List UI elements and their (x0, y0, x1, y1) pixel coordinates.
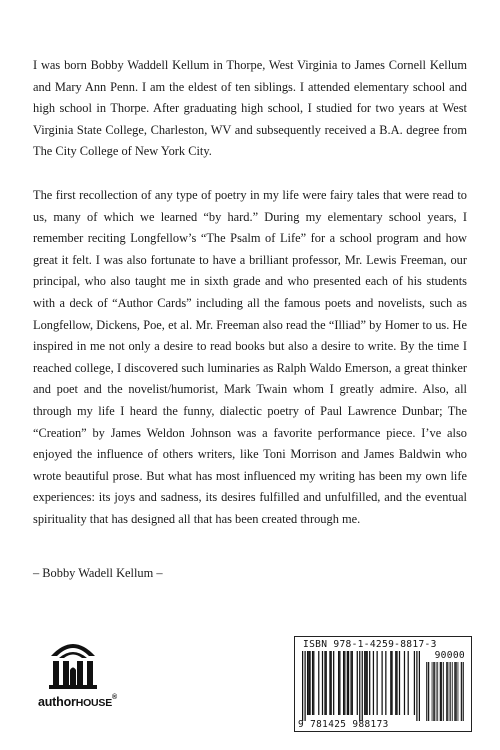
isbn-label: ISBN 978-1-4259-8817-3 (303, 639, 437, 650)
publisher-logo (38, 634, 117, 724)
barcode-bar (362, 651, 363, 721)
publisher-name-suffix: HOUSE (75, 697, 113, 709)
barcode-bar (318, 651, 319, 715)
author-signature: – Bobby Wadell Kellum – (33, 566, 163, 580)
price-barcode-bar (461, 662, 462, 721)
price-barcode-bar (436, 662, 437, 721)
price-barcode-bar (458, 662, 459, 721)
barcode-bar (313, 651, 314, 715)
barcode-bar (399, 651, 400, 715)
price-code: 90000 (434, 650, 465, 661)
barcode-bar (307, 651, 308, 715)
barcode-bar (377, 651, 378, 715)
price-barcode-bar (462, 662, 463, 721)
barcode-bar (357, 651, 358, 715)
price-barcode-bar (433, 662, 434, 721)
barcode-bar (333, 651, 334, 715)
barcode-bar (369, 651, 370, 715)
barcode-bar (359, 651, 360, 721)
barcode-bar (408, 651, 409, 715)
price-barcode-bar (447, 662, 448, 721)
barcode-bar (391, 651, 392, 715)
barcode-bar (339, 651, 340, 715)
bio-paragraph-2: The first recollection of any type of poetry in my life were fairy tales that were read to us, many of which we learned “by hard.” During my elementary school years, I remember reciting Longfellow’s “The Psalm of Life” for a school program and how great it felt. I was also fortunate to have a brilliant professor, Mr. Lewis Freeman, our principal, who also taught me in sixth grade and who presented each of his students with a deck of “Author Cards” including all the famous poets and novelists, such as Longfellow, Dickens, Poe, et al. Mr. Freeman also read the “Illiad” by Homer to us. He inspired in me not only a desire to read books but also a desire to write. By the time I reached college, I discovered such luminaries as Ralph Waldo Emerson, a great thinker and poet and the novelist/humorist, Mark Twain whom I greatly admire. Also, all through my life I heard the funny, dialectic poetry of Paul Lawrence Dunbar; The “Creation” by James Weldon Johnson was a favorite performance piece. I’ve also enjoyed the influence of others writers, like Toni Morrison and James Baldwin who wrote beautiful prose. But what has most influenced my writing has been my own life experiences: its joys and sadness, its desires fulfilled and unfulfilled, and the eventual spirituality that has designed all that has been created through me. (33, 188, 467, 526)
price-barcode-bar (452, 662, 453, 721)
publisher-wordmark (38, 695, 117, 709)
barcode-bar (326, 651, 327, 715)
barcode-bar (304, 651, 305, 721)
barcode-bar (348, 651, 349, 715)
price-barcode-bar (454, 662, 455, 721)
barcode-bar (352, 651, 353, 715)
barcode-bar (331, 651, 332, 715)
authorhouse-logo-icon (49, 634, 97, 690)
barcode-bar (338, 651, 339, 715)
barcode-bar (308, 651, 309, 715)
barcode-bar (364, 651, 365, 715)
barcode-bar (395, 651, 396, 715)
price-barcode-bar (440, 662, 441, 721)
barcode-bar (324, 651, 325, 715)
price-barcode-bar (441, 662, 442, 721)
price-barcode-bar (455, 662, 456, 721)
barcode-bar (302, 651, 303, 721)
trademark-symbol: ® (112, 694, 117, 701)
price-barcode-bar (437, 662, 438, 721)
barcode-bar (373, 651, 374, 715)
price-barcode-bar (446, 662, 447, 721)
barcode-bar (390, 651, 391, 715)
price-barcode-bar (463, 662, 464, 721)
barcode-bar (416, 651, 417, 721)
bio-paragraph-1: I was born Bobby Waddell Kellum in Thorpe, West Virginia to James Cornell Kellum and Mary Ann Penn. I am the eldest of ten siblings. I attended elementary school and high school in Thorpe. After graduating high school, I studied for two years at West Virginia State College, Charleston, WV and subsequently received a B.A. degree from The City College of New York City. (33, 58, 467, 159)
barcode-bar (312, 651, 313, 715)
price-barcode-bar (432, 662, 433, 721)
price-barcode-bar (450, 662, 451, 721)
barcode-bar (309, 651, 310, 715)
price-barcode-bar (441, 662, 442, 721)
ean-barcode-bars (302, 651, 420, 721)
barcode-bar (329, 651, 330, 715)
price-barcode-bar (456, 662, 457, 721)
price-barcode-bars (426, 662, 464, 721)
isbn-barcode (294, 636, 472, 732)
barcode-bar (350, 651, 351, 715)
barcode-bar (347, 651, 348, 715)
barcode-bar (396, 651, 397, 715)
price-barcode-bar (428, 662, 429, 721)
price-barcode-bar (443, 662, 444, 721)
barcode-bar (381, 651, 382, 715)
price-barcode-bar (434, 662, 435, 721)
price-barcode-bar (426, 662, 427, 721)
barcode-bar (367, 651, 368, 715)
barcode-bar (343, 651, 344, 715)
barcode-bar (404, 651, 405, 715)
barcode-bar (414, 651, 415, 715)
barcode-bar (365, 651, 366, 715)
price-barcode-bar (428, 662, 429, 721)
price-barcode-bar (449, 662, 450, 721)
barcode-bar (322, 651, 323, 715)
barcode-bar (344, 651, 345, 715)
barcode-bar (385, 651, 386, 715)
barcode-bar (419, 651, 420, 721)
ean-digits: 9 781425 988173 (298, 719, 389, 730)
publisher-name-prefix: author (38, 695, 76, 709)
